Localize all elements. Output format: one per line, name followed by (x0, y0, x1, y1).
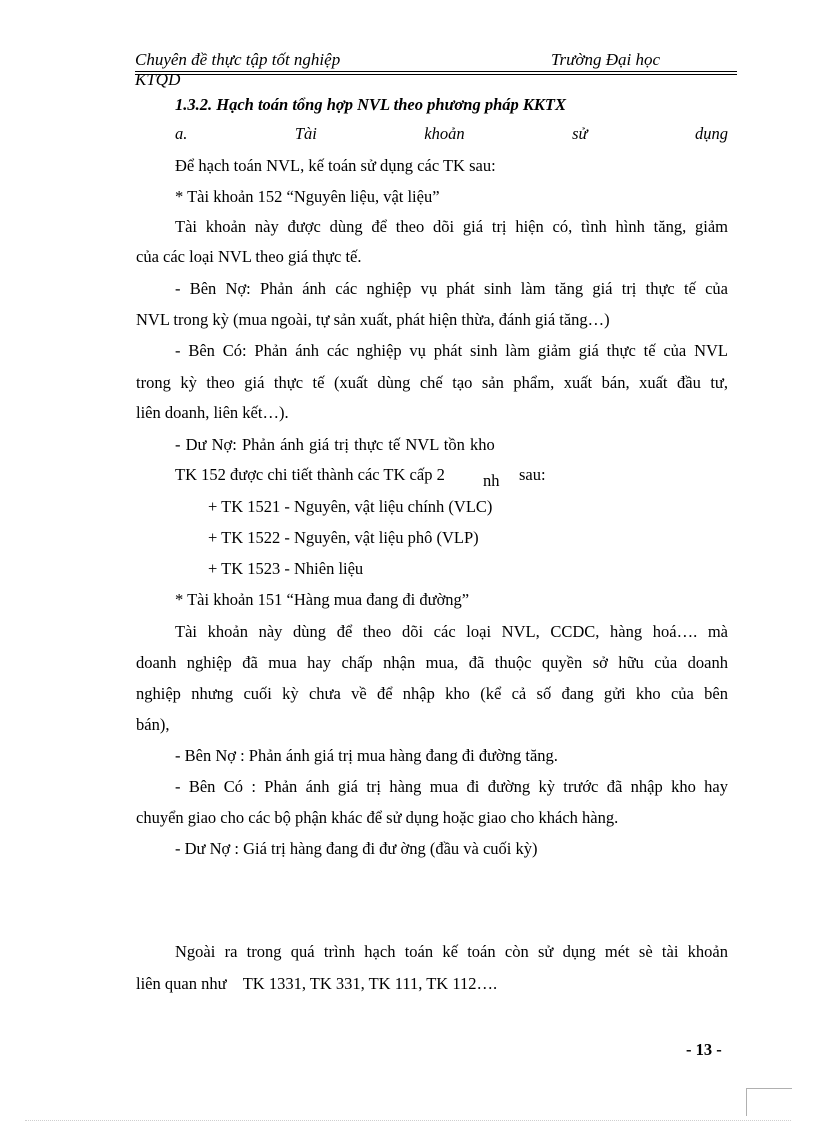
subheading-word: dụng (694, 124, 728, 143)
body-line: Để hạch toán NVL, kế toán sử dụng các TK sau: (175, 156, 496, 175)
header-right-text: Trường Đại học (551, 50, 661, 69)
body-line: + TK 1522 - Nguyên, vật liệu phô (VLP) (208, 528, 479, 547)
body-line: NVL trong kỳ (mua ngoài, tự sản xuất, phát hiện thừa, đánh giá tăng…) (136, 310, 610, 329)
body-line: - Dư Nợ : Giá trị hàng đang đi đư ờng (đầu và cuối kỳ) (175, 839, 538, 858)
crop-mark (746, 1088, 792, 1089)
body-line: + TK 1523 - Nhiên liệu (208, 559, 364, 578)
body-line: * Tài khoản 151 “Hàng mua đang đi đường” (175, 590, 470, 609)
body-line: trong kỳ theo giá thực tế (xuất dùng chế tạo sản phẩm, xuất bán, xuất đầu tư, (136, 373, 728, 392)
body-line: doanh nghiệp đã mua hay chấp nhận mua, đã thuộc quyền sở hữu của doanh (136, 653, 728, 672)
body-line: Ngoài ra trong quá trình hạch toán kế toán còn sử dụng mét sè tài khoản (175, 942, 728, 961)
subheading-word: a. (175, 124, 188, 143)
body-line: - Bên Có : Phản ánh giá trị hàng mua đi đường kỳ trước đã nhập kho hay (175, 777, 728, 796)
body-line: liên doanh, liên kết…). (136, 403, 289, 422)
body-line: bán), (136, 715, 170, 734)
page-number: - 13 - (686, 1040, 722, 1059)
bottom-dotted-border (25, 1120, 791, 1121)
subheading-word: Tài (294, 124, 317, 143)
header-rule-top (135, 71, 737, 72)
section-heading: 1.3.2. Hạch toán tổng hợp NVL theo phương pháp KKTX (175, 95, 566, 114)
body-line: chuyển giao cho các bộ phận khác để sử dụng hoặc giao cho khách hàng. (136, 808, 619, 827)
body-line: nghiệp nhưng cuối kỳ chưa về để nhập kho (kể cả số đang gửi kho của bên (136, 684, 728, 703)
body-line: của các loại NVL theo giá thực tế. (136, 247, 362, 266)
body-line: sau: (519, 465, 546, 484)
body-line: liên quan như TK 1331, TK 331, TK 111, TK 112…. (136, 974, 498, 993)
body-line-subscript: nh (483, 471, 500, 490)
body-line: - Dư Nợ: Phản ánh giá trị thực tế NVL tồn kho (175, 435, 495, 454)
crop-mark (746, 1088, 747, 1116)
body-line: - Bên Nợ : Phản ánh giá trị mua hàng đang đi đường tăng. (175, 746, 558, 765)
body-line: TK 152 được chi tiết thành các TK cấp 2 (175, 465, 445, 484)
subheading-row (175, 124, 728, 144)
body-line: + TK 1521 - Nguyên, vật liệu chính (VLC) (208, 497, 493, 516)
header-left-text: Chuyên đề thực tập tốt nghiệp (135, 50, 341, 69)
body-line: - Bên Có: Phản ánh các nghiệp vụ phát sinh làm giảm giá thực tế của NVL (175, 341, 728, 360)
body-line: Tài khoản này dùng để theo dõi các loại NVL, CCDC, hàng hoá…. mà (175, 622, 728, 641)
body-line: Tài khoản này được dùng để theo dõi giá trị hiện có, tình hình tăng, giảm (175, 217, 728, 236)
body-line: - Bên Nợ: Phản ánh các nghiệp vụ phát sinh làm tăng giá trị thực tế của (175, 279, 728, 298)
subheading-word: sử (572, 124, 588, 143)
body-line: * Tài khoản 152 “Nguyên liệu, vật liệu” (175, 187, 440, 206)
header-wrap-text: KTQD (135, 70, 181, 89)
subheading-word: khoản (424, 124, 465, 143)
header-rule-bottom (135, 74, 737, 75)
